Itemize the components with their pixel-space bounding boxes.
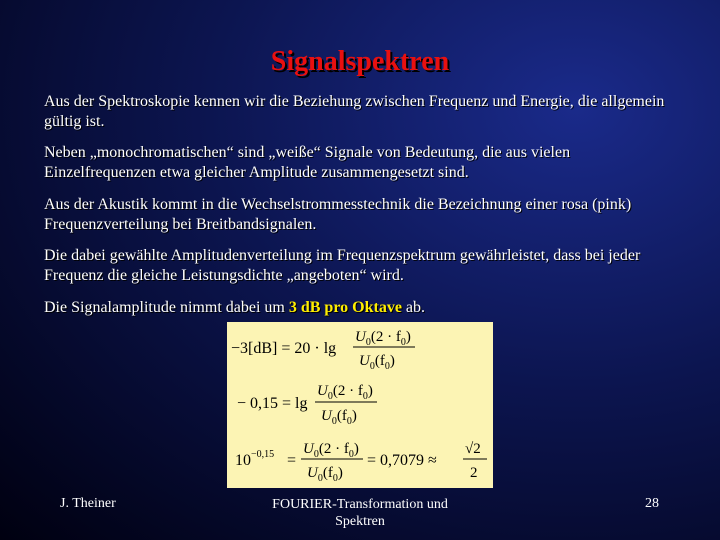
- formula-2-lhs: − 0,15 = lg: [237, 395, 308, 412]
- footer-course: FOURIER-Transformation und Spektren: [272, 497, 448, 529]
- formula-3-sqrt-numerator: √2: [465, 441, 481, 457]
- formula-1-lhs: −3[dB] = 20 · lg: [231, 340, 337, 357]
- slide-title: Signalspektren: [270, 46, 450, 77]
- footer-author: J. Theiner: [60, 496, 116, 511]
- formula-3-denominator: $U_0(f_0)$: [307, 465, 343, 484]
- formula-3-numerator: $U_0(2 \cdot f_0)$: [303, 441, 359, 460]
- paragraph-power-density: Die dabei gewählte Amplitudenverteilung im Frequenzspektrum gewährleistet, dass bei jeder Frequenz die gleiche Leistungsdichte „angeboten“ wird.: [44, 247, 641, 284]
- paragraph-pink-noise: Aus der Akustik kommt in die Wechselstrommesstechnik die Bezeichnung einer rosa (pink) Frequenzverteilung bei Breitbandsignalen.: [44, 196, 632, 233]
- paragraph-amplitude-decay: [44, 298, 684, 318]
- decay-text-before: Die Signalamplitude nimmt dabei um: [44, 299, 289, 316]
- formula-line-3: [235, 441, 487, 484]
- footer-page-number: 28: [645, 496, 659, 511]
- decay-text-after: ab.: [401, 299, 426, 316]
- formula-2-denominator: $U_0(f_0)$: [321, 408, 357, 427]
- formula-box: [227, 322, 493, 488]
- formula-line-2: [237, 383, 377, 427]
- formula-3-sqrt-denominator: 2: [470, 465, 478, 481]
- formula-3-lhs: $10^{-0,15}$: [235, 449, 275, 469]
- paragraph-spectroscopy: Aus der Spektroskopie kennen wir die Beziehung zwischen Frequenz und Energie, die allgemein gültig ist.: [44, 93, 665, 130]
- formula-1-denominator: $U_0(f_0)$: [359, 353, 395, 372]
- decay-highlight: 3 dB pro Oktave: [288, 299, 402, 316]
- formula-line-1: [231, 329, 415, 372]
- formula-2-numerator: $U_0(2 \cdot f_0)$: [317, 383, 373, 402]
- formula-3-equals: =: [287, 452, 297, 469]
- formula-1-numerator: $U_0(2 \cdot f_0)$: [355, 329, 411, 348]
- paragraph-white-signals: Neben „monochromatischen“ sind „weiße“ Signale von Bedeutung, die aus vielen Einzelfrequenzen etwa gleicher Amplitude zusammengesetzt sind.: [44, 144, 571, 181]
- formula-3-result: = 0,7079 ≈: [367, 452, 437, 469]
